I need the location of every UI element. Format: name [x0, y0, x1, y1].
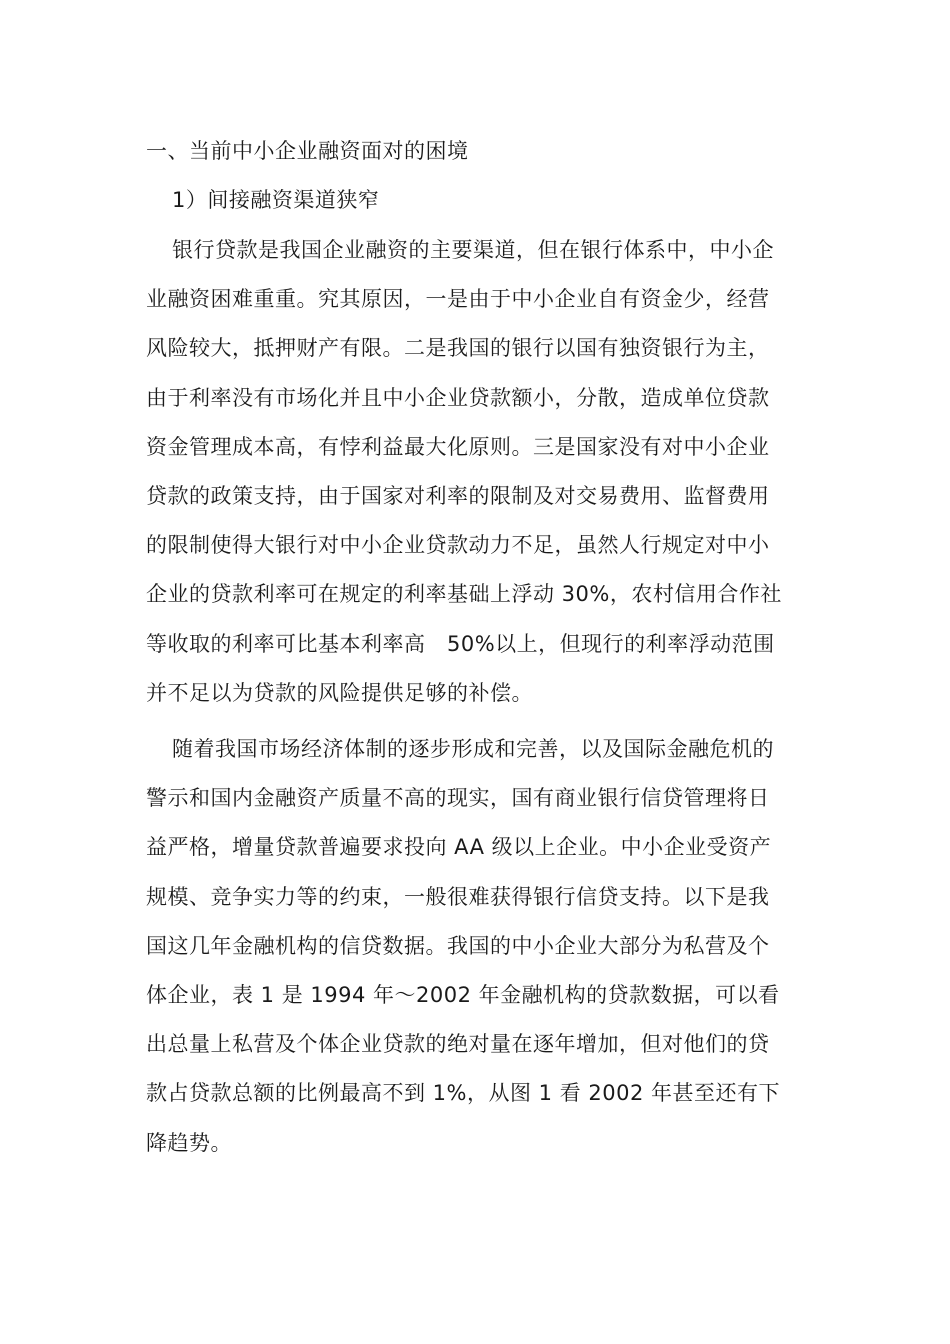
paragraph-credit-trend: [146, 725, 816, 1168]
paragraph-line: 由于利率没有市场化并且中小企业贷款额小，分散，造成单位贷款: [146, 385, 770, 410]
paragraph-line: 国这几年金融机构的信贷数据。我国的中小企业大部分为私营及个: [146, 933, 770, 958]
section-heading: 一、当前中小企业融资面对的困境: [146, 139, 469, 163]
paragraph-line: 规模、竞争实力等的约束，一般很难获得银行信贷支持。以下是我: [146, 884, 770, 909]
paragraph-line: 出总量上私营及个体企业贷款的绝对量在逐年增加，但对他们的贷: [146, 1032, 770, 1057]
paragraph-line: 风险较大，抵押财产有限。二是我国的银行以国有独资银行为主，: [146, 336, 770, 361]
subsection-heading: 1）间接融资渠道狭窄: [172, 188, 380, 212]
paragraph-line: 款占贷款总额的比例最高不到 1%，从图 1 看 2002 年甚至还有下: [146, 1081, 780, 1106]
paragraph-line: 体企业，表 1 是 1994 年～2002 年金融机构的贷款数据，可以看: [146, 982, 780, 1007]
paragraph-line: 资金管理成本高，有悖利益最大化原则。三是国家没有对中小企业: [146, 434, 770, 459]
paragraph-bank-loans: [146, 226, 816, 718]
paragraph-line: 随着我国市场经济体制的逐步形成和完善，以及国际金融危机的: [172, 737, 774, 761]
paragraph-line: 企业的贷款利率可在规定的利率基础上浮动 30%，农村信用合作社: [146, 582, 782, 607]
paragraph-line: 降趋势。: [146, 1130, 232, 1155]
paragraph-line: 业融资困难重重。究其原因，一是由于中小企业自有资金少，经营: [146, 287, 770, 312]
paragraph-line: 的限制使得大银行对中小企业贷款动力不足，虽然人行规定对中小: [146, 533, 770, 558]
paragraph-line: 并不足以为贷款的风险提供足够的补偿。: [146, 680, 533, 705]
paragraph-line: 贷款的政策支持，由于国家对利率的限制及对交易费用、监督费用: [146, 483, 770, 508]
paragraph-line: 警示和国内金融资产质量不高的现实，国有商业银行信贷管理将日: [146, 786, 770, 811]
paragraph-line: 等收取的利率可比基本利率高 50%以上，但现行的利率浮动范围: [146, 631, 775, 656]
paragraph-line: 益严格，增量贷款普遍要求投向 AA 级以上企业。中小企业受资产: [146, 835, 772, 860]
paragraph-line: 银行贷款是我国企业融资的主要渠道，但在银行体系中，中小企: [172, 238, 774, 262]
